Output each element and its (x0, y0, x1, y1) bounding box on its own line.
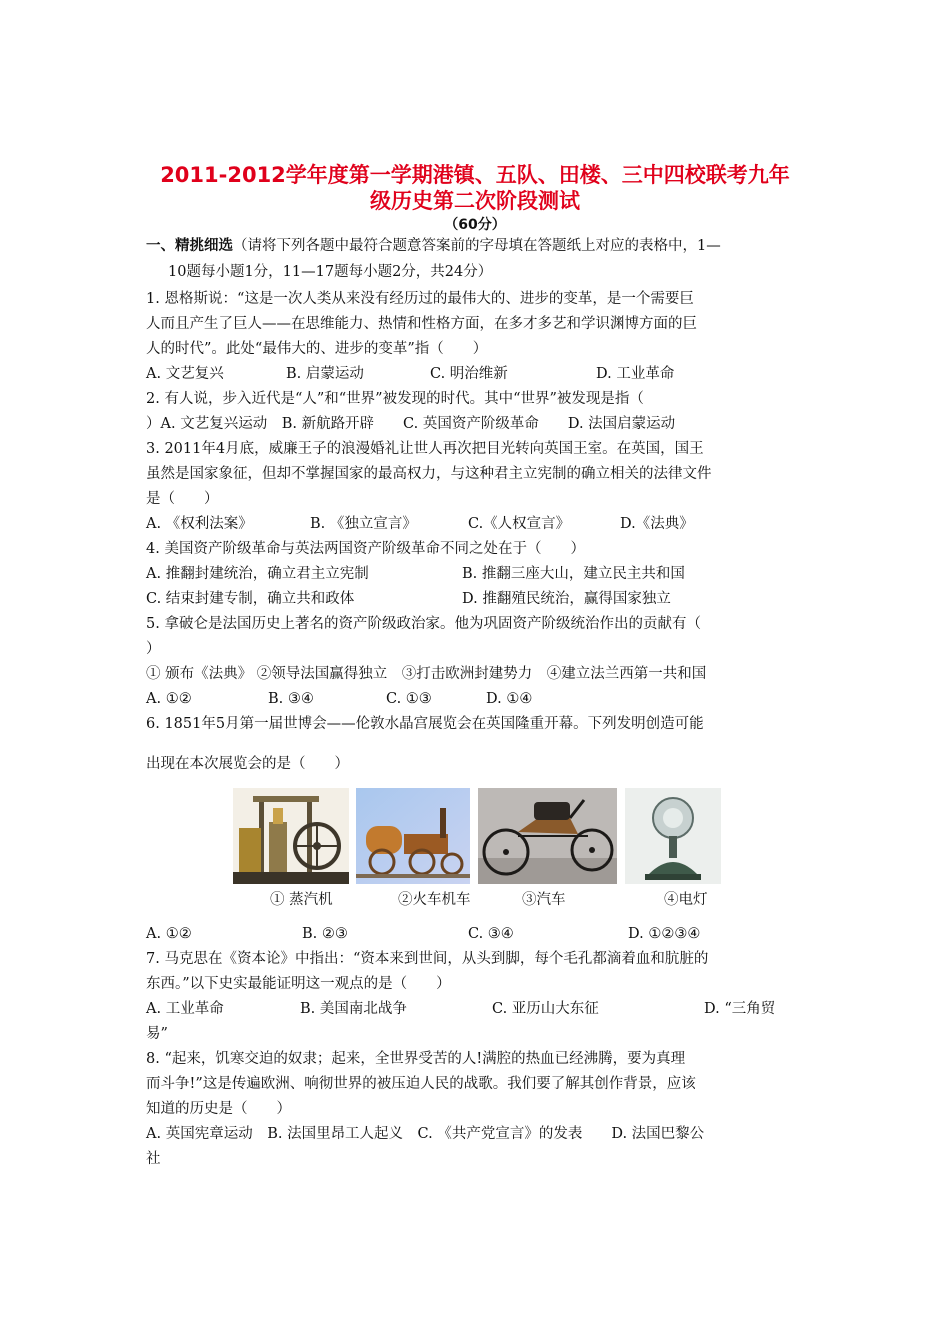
q8-line1: 8. “起来，饥寒交迫的奴隶；起来，全世界受苦的人!满腔的热血已经沸腾，要为真理 (146, 1051, 686, 1067)
caption-automobile: ③汽车 (522, 892, 566, 908)
q8-line2: 而斗争!”这是传遍欧洲、响彻世界的被压迫人民的战歌。我们要了解其创作背景，应该 (146, 1076, 696, 1092)
q5-option-b: B. ③④ (268, 691, 314, 707)
q3-line2: 虽然是国家象征，但却不掌握国家的最高权力，与这种君主立宪制的确立相关的法律文件 (146, 466, 712, 482)
q1-option-d: D. 工业革命 (596, 366, 675, 382)
q1-line3: 人的时代”。此处“最伟大的、进步的变革”指（ ） (146, 341, 488, 357)
locomotive-image (356, 788, 470, 884)
q8-line5: 社 (146, 1151, 161, 1167)
q3-line1: 3. 2011年4月底，威廉王子的浪漫婚礼让世人再次把目光转向英国王室。在英国，国王 (146, 441, 704, 457)
q4-option-c: C. 结束封建专制，确立共和政体 (146, 591, 355, 607)
q3-option-c: C.《人权宣言》 (468, 516, 571, 532)
q1-option-c: C. 明治维新 (430, 366, 508, 382)
q6-option-b: B. ②③ (302, 926, 348, 942)
q6-line2: 出现在本次展览会的是（ ） (146, 756, 349, 772)
q7-option-b: B. 美国南北战争 (300, 1001, 407, 1017)
q1-line2: 人而且产生了巨人——在思维能力、热情和性格方面，在多才多艺和学识渊博方面的巨 (146, 316, 697, 332)
steam-engine-image (233, 788, 349, 884)
q5-line1: 5. 拿破仑是法国历史上著名的资产阶级政治家。他为巩固资产阶级统治作出的贡献有（ (146, 616, 701, 632)
q5-line2: ） (146, 641, 161, 657)
caption-steam-engine: ① 蒸汽机 (270, 892, 333, 908)
q3-option-b: B. 《独立宣言》 (310, 516, 417, 532)
q4-line1: 4. 美国资产阶级革命与英法两国资产阶级革命不同之处在于（ ） (146, 541, 585, 557)
automobile-image (478, 788, 617, 884)
q8-line3: 知道的历史是（ ） (146, 1101, 291, 1117)
q7-line2: 东西。”以下史实最能证明这一观点的是（ ） (146, 976, 451, 992)
q1-option-a: A. 文艺复兴 (146, 366, 224, 382)
exam-title-line2: 级历史第二次阶段测试 (370, 189, 580, 213)
q6-line1: 6. 1851年5月第一届世博会——伦敦水晶宫展览会在英国隆重开幕。下列发明创造可能 (146, 716, 704, 732)
q4-option-b: B. 推翻三座大山，建立民主共和国 (462, 566, 685, 582)
q2-line1: 2. 有人说，步入近代是“人”和“世界”被发现的时代。其中“世界”被发现是指（ (146, 391, 644, 407)
q7-line1: 7. 马克思在《资本论》中指出：“资本来到世间，从头到脚，每个毛孔都滴着血和肮脏的 (146, 951, 709, 967)
section-instr-1: （请将下列各题中最符合题意答案前的字母填在答题纸上对应的表格中，1— (233, 238, 721, 254)
electric-lamp-image (625, 788, 721, 884)
q6-option-c: C. ③④ (468, 926, 514, 942)
exam-score: （60分） (444, 217, 506, 233)
q7-option-a: A. 工业革命 (146, 1001, 224, 1017)
q4-option-d: D. 推翻殖民统治，赢得国家独立 (462, 591, 671, 607)
q4-option-a: A. 推翻封建统治，确立君主立宪制 (146, 566, 369, 582)
q7-option-d: D. “三角贸 (704, 1001, 776, 1017)
q1-option-b: B. 启蒙运动 (286, 366, 364, 382)
q2-line2: ）A. 文艺复兴运动 B. 新航路开辟 C. 英国资产阶级革命 D. 法国启蒙运动 (146, 416, 676, 432)
q3-option-a: A. 《权利法案》 (146, 516, 253, 532)
caption-locomotive: ②火车机车 (398, 892, 471, 908)
q5-option-c: C. ①③ (386, 691, 432, 707)
caption-electric-lamp: ④电灯 (664, 892, 708, 908)
q3-option-d: D.《法典》 (620, 516, 694, 532)
section-instr-2: 10题每小题1分，11—17题每小题2分，共24分） (168, 264, 493, 280)
q7-option-c: C. 亚历山大东征 (492, 1001, 599, 1017)
exam-title-line1: 2011-2012学年度第一学期港镇、五队、田楼、三中四校联考九年 (160, 163, 790, 187)
q1-line1: 1. 恩格斯说：“这是一次人类从来没有经历过的最伟大的、进步的变革，是一个需要巨 (146, 291, 694, 307)
q6-option-a: A. ①② (146, 926, 192, 942)
q8-line4: A. 英国宪章运动 B. 法国里昂工人起义 C. 《共产党宣言》的发表 D. 法国巴黎公 (146, 1126, 705, 1142)
q5-option-d: D. ①④ (486, 691, 533, 707)
q7-line3: 易” (146, 1026, 168, 1042)
q6-option-d: D. ①②③④ (628, 926, 701, 942)
q5-option-a: A. ①② (146, 691, 192, 707)
section-instruction (146, 236, 826, 256)
q5-line3: ① 颁布《法典》 ②领导法国赢得独立 ③打击欧洲封建势力 ④建立法兰西第一共和国 (146, 666, 707, 682)
q3-line3: 是（ ） (146, 491, 219, 507)
section-heading: 一、精挑细选 (146, 238, 233, 254)
